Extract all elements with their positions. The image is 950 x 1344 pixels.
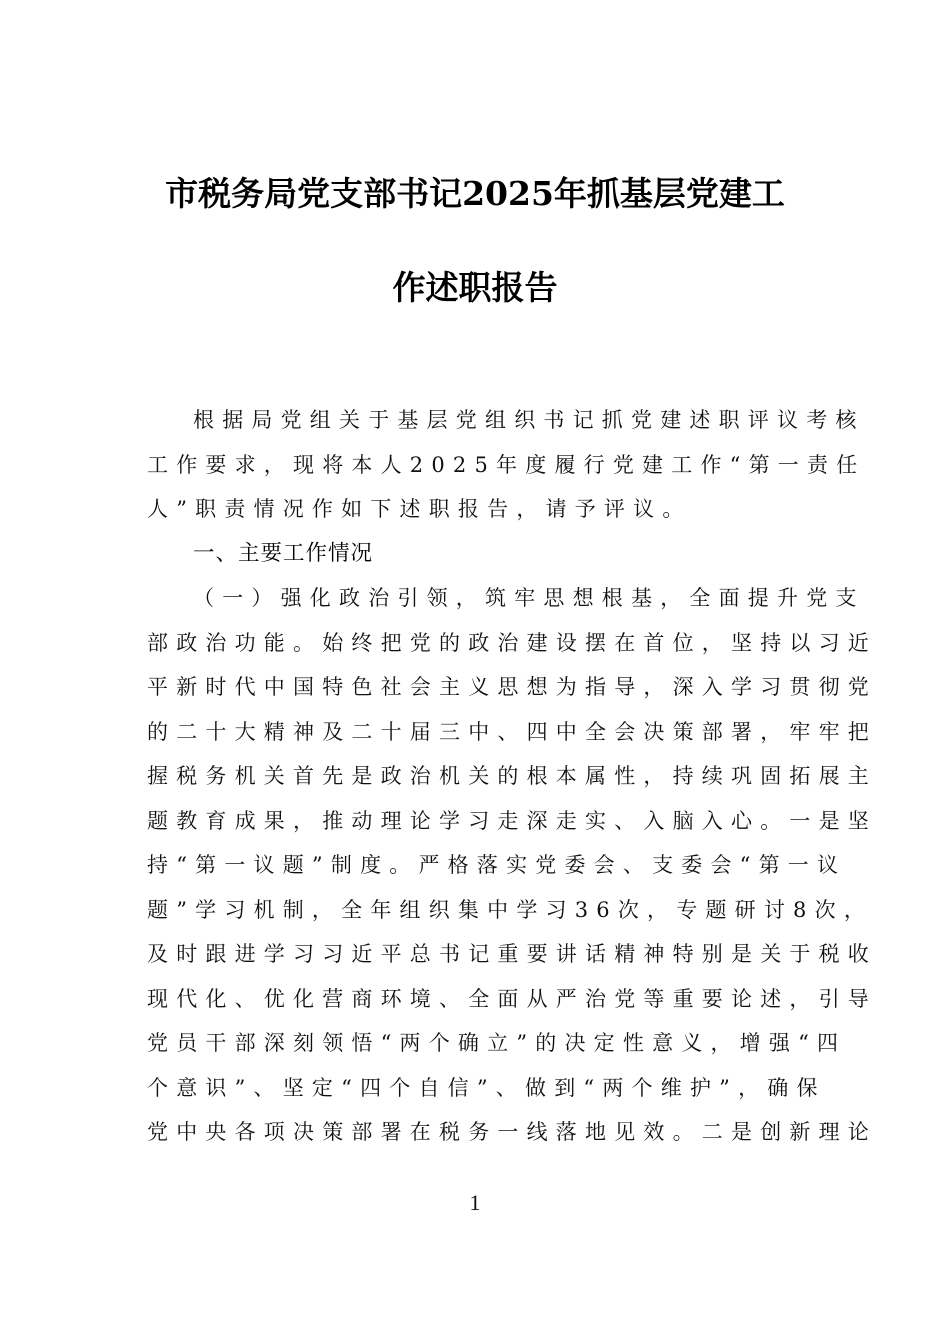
page-number: 1 [469, 1190, 481, 1215]
subsection-paragraph-line: 党员干部深刻领悟“两个确立”的决定性意义，增强“四 [147, 1031, 847, 1055]
document-body [147, 398, 877, 1155]
subsection-paragraph-line: 题教育成果，推动理论学习走深走实、入脑入心。一是坚 [147, 808, 877, 833]
subsection-paragraph-line: 部政治功能。始终把党的政治建设摆在首位，坚持以习近 [147, 630, 877, 655]
subsection-paragraph-line: （一）强化政治引领，筑牢思想根基，全面提升党支 [193, 586, 865, 610]
subsection-paragraph-line: 握税务机关首先是政治机关的根本属性，持续巩固拓展主 [147, 764, 877, 788]
subsection-paragraph-line: 及时跟进学习习近平总书记重要讲话精神特别是关于税收 [147, 942, 877, 966]
subsection-paragraph-line: 题”学习机制，全年组织集中学习36次，专题研讨8次， [147, 897, 874, 922]
intro-paragraph-line: 根据局党组关于基层党组织书记抓党建述职评议考核 [193, 408, 865, 432]
intro-paragraph-line: 工作要求，现将本人2025年度履行党建工作“第一责任 [147, 452, 866, 477]
subsection-paragraph-line: 平新时代中国特色社会主义思想为指导，深入学习贯彻党 [147, 675, 877, 699]
document-title-line-2: 作述职报告 [392, 268, 558, 307]
subsection-paragraph-line: 持“第一议题”制度。严格落实党委会、支委会“第一议 [147, 853, 847, 877]
subsection-paragraph-line: 党中央各项决策部署在税务一线落地见效。二是创新理论 [147, 1120, 877, 1144]
subsection-paragraph-line: 的二十大精神及二十届三中、四中全会决策部署，牢牢把 [147, 719, 877, 744]
document-title-line-1: 市税务局党支部书记2025年抓基层党建工 [165, 174, 785, 213]
subsection-paragraph-line: 现代化、优化营商环境、全面从严治党等重要论述，引导 [147, 986, 877, 1011]
intro-paragraph-line: 人”职责情况作如下述职报告，请予评议。 [147, 497, 692, 521]
subsection-paragraph-line: 个意识”、坚定“四个自信”、做到“两个维护”，确保 [147, 1075, 826, 1100]
section-heading: 一、主要工作情况 [193, 540, 374, 566]
